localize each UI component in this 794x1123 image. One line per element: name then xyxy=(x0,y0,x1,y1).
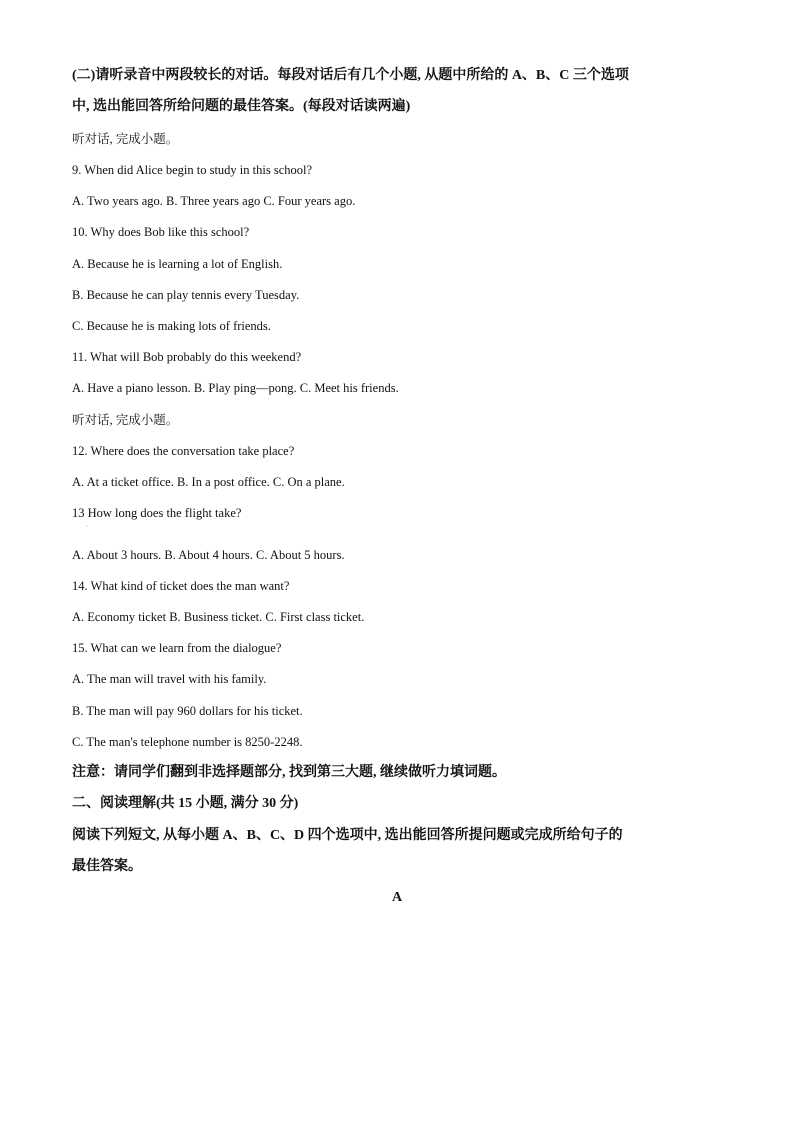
listening-instruction-line-2: 中, 选出能回答所给问题的最佳答案。(每段对话读两遍) xyxy=(72,99,411,114)
question-10-option-a: A. Because he is learning a lot of English. xyxy=(72,257,283,271)
question-13: 13 How long does the flight take? xyxy=(72,506,242,520)
notice-text: 注意：请同学们翻到非选择题部分, 找到第三大题, 继续做听力填词题。 xyxy=(72,765,506,780)
question-13-options: A. About 3 hours. B. About 4 hours. C. About 5 hours. xyxy=(72,548,345,562)
question-11-options: A. Have a piano lesson. B. Play ping—pong. C. Meet his friends. xyxy=(72,381,399,395)
passage-label: A xyxy=(391,890,403,905)
question-9-options: A. Two years ago. B. Three years ago C. Four years ago. xyxy=(72,194,356,208)
reading-instruction-line-1: 阅读下列短文, 从每小题 A、B、C、D 四个选项中, 选出能回答所提问题或完成所给句子的 xyxy=(72,828,623,843)
question-15-option-b: B. The man will pay 960 dollars for his ticket. xyxy=(72,704,303,718)
dialogue-2-heading: 听对话, 完成小题。 xyxy=(72,413,179,427)
question-15-option-c: C. The man's telephone number is 8250-2248. xyxy=(72,735,303,749)
question-10-option-b: B. Because he can play tennis every Tuesday. xyxy=(72,288,300,302)
question-12: 12. Where does the conversation take place? xyxy=(72,444,295,458)
question-15-option-a: A. The man will travel with his family. xyxy=(72,672,267,686)
question-10-option-c: C. Because he is making lots of friends. xyxy=(72,319,271,333)
question-14: 14. What kind of ticket does the man want? xyxy=(72,579,290,593)
question-14-options: A. Economy ticket B. Business ticket. C. First class ticket. xyxy=(72,610,365,624)
dialogue-1-heading: 听对话, 完成小题。 xyxy=(72,132,179,146)
question-11: 11. What will Bob probably do this weekend? xyxy=(72,350,302,364)
listening-instruction-line-1: (二)请听录音中两段较长的对话。每段对话后有几个小题, 从题中所给的 A、B、C 三个选项 xyxy=(72,68,629,83)
stray-dot-mark: · xyxy=(86,524,88,530)
question-12-options: A. At a ticket office. B. In a post office. C. On a plane. xyxy=(72,475,345,489)
reading-instruction-line-2: 最佳答案。 xyxy=(72,859,142,874)
question-9: 9. When did Alice begin to study in this school? xyxy=(72,163,313,177)
question-10: 10. Why does Bob like this school? xyxy=(72,225,250,239)
reading-section-title: 二、阅读理解(共 15 小题, 满分 30 分) xyxy=(72,796,299,811)
question-15: 15. What can we learn from the dialogue? xyxy=(72,641,282,655)
